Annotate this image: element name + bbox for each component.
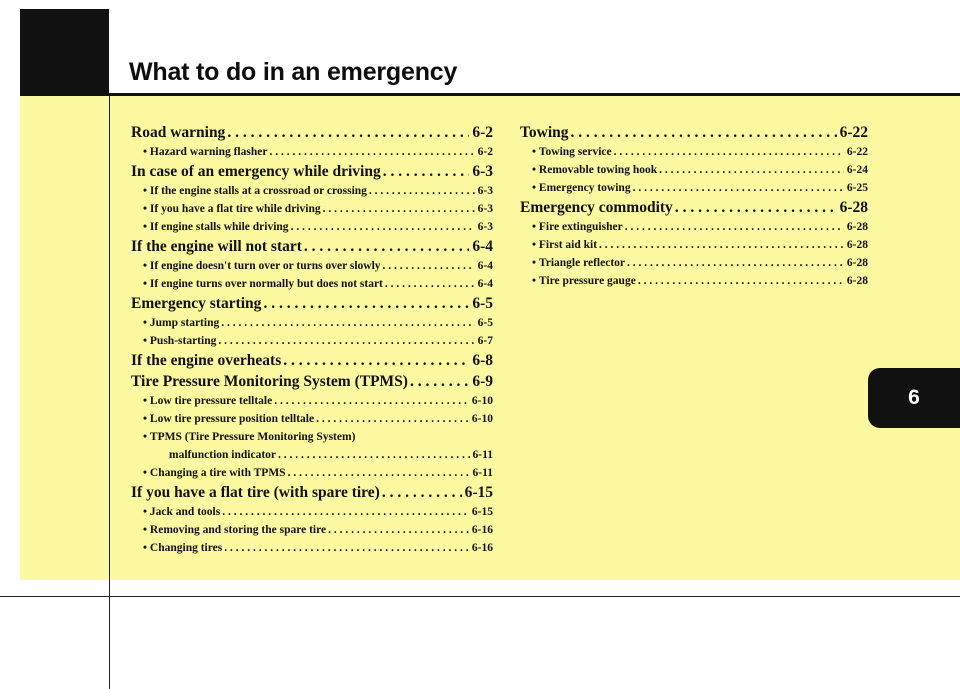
toc-subsection-entry[interactable] [520, 236, 868, 254]
dot-leader [326, 521, 469, 539]
toc-subsection-entry[interactable] [131, 275, 493, 293]
dot-leader [219, 314, 474, 332]
toc-section-entry[interactable] [131, 350, 493, 371]
toc-page-number: 6-28 [846, 239, 868, 251]
toc-page-number: 6-8 [472, 352, 493, 369]
toc-section-entry[interactable] [131, 371, 493, 392]
toc-subsection-entry[interactable] [520, 161, 868, 179]
dot-leader [276, 446, 470, 464]
toc-page-number: 6-4 [477, 260, 493, 272]
toc-page-number: 6-15 [464, 484, 493, 501]
toc-entry-label: • If engine stalls while driving [143, 218, 289, 236]
footer-horizontal-rule [0, 596, 960, 597]
toc-page-number: 6-7 [477, 335, 493, 347]
chapter-tab[interactable] [868, 368, 960, 428]
toc-entry-label: • If you have a flat tire while driving [143, 200, 321, 218]
toc-entry-label: • Removable towing hook [532, 161, 657, 179]
toc-page-number: 6-11 [472, 467, 493, 479]
toc-page-number: 6-4 [477, 278, 493, 290]
toc-entry-label: • Tire pressure gauge [532, 272, 636, 290]
toc-entry-label: • First aid kit [532, 236, 597, 254]
dot-leader [625, 254, 844, 272]
toc-page-number: 6-2 [472, 124, 493, 141]
dot-leader [657, 161, 844, 179]
dot-leader [597, 236, 844, 254]
toc-entry-label: Tire Pressure Monitoring System (TPMS) [131, 373, 408, 390]
dot-leader [281, 350, 469, 371]
dot-leader [408, 371, 469, 392]
dot-leader [367, 182, 475, 200]
toc-subsection-entry[interactable] [131, 332, 493, 350]
dot-leader [612, 143, 844, 161]
toc-section-entry[interactable] [131, 236, 493, 257]
toc-section-entry[interactable] [131, 293, 493, 314]
toc-page-number: 6-3 [472, 163, 493, 180]
toc-page-number: 6-3 [477, 221, 493, 233]
toc-page-number: 6-15 [471, 506, 493, 518]
toc-entry-label: If you have a flat tire (with spare tire) [131, 484, 380, 501]
toc-subsection-entry[interactable] [131, 392, 493, 410]
toc-entry-label: • Towing service [532, 143, 612, 161]
toc-entry-label: Road warning [131, 124, 226, 141]
toc-entry-label: • Emergency towing [532, 179, 631, 197]
toc-entry-label: • TPMS (Tire Pressure Monitoring System) [143, 428, 355, 446]
toc-entry-label: • Hazard warning flasher [143, 143, 267, 161]
dot-leader [321, 200, 475, 218]
toc-page-number: 6-3 [477, 185, 493, 197]
toc-page-number: 6-9 [472, 373, 493, 390]
dot-leader [381, 161, 470, 182]
toc-page-number: 6-28 [846, 257, 868, 269]
toc-entry-label: In case of an emergency while driving [131, 163, 381, 180]
toc-subsection-entry[interactable] [131, 218, 493, 236]
toc-entry-label: • If engine doesn't turn over or turns over slowly [143, 257, 381, 275]
dot-leader [220, 503, 469, 521]
toc-left-column [131, 122, 493, 557]
toc-entry-label: • If engine turns over normally but does not start [143, 275, 383, 293]
toc-subsection-entry[interactable] [131, 182, 493, 200]
header-black-block [20, 9, 109, 93]
toc-subsection-entry[interactable] [131, 464, 493, 482]
toc-entry-label: If the engine overheats [131, 352, 282, 369]
toc-entry-label: • Jump starting [143, 314, 219, 332]
toc-subsection-entry[interactable] [131, 410, 493, 428]
toc-page-number: 6-16 [471, 524, 493, 536]
toc-page-number: 6-3 [477, 203, 493, 215]
toc-subsection-entry[interactable] [520, 143, 868, 161]
toc-page-number: 6-28 [846, 221, 868, 233]
dot-leader [673, 197, 837, 218]
toc-entry-label: Emergency starting [131, 295, 262, 312]
toc-subsection-entry[interactable] [520, 218, 868, 236]
dot-leader [289, 218, 475, 236]
toc-page-number: 6-28 [839, 199, 868, 216]
toc-page-number: 6-25 [846, 182, 868, 194]
chapter-number: 6 [908, 386, 920, 409]
toc-page-number: 6-11 [472, 449, 493, 461]
toc-page-number: 6-10 [471, 395, 493, 407]
toc-entry-label: • Push-starting [143, 332, 216, 350]
dot-leader [302, 236, 469, 257]
toc-page-number: 6-24 [846, 164, 868, 176]
toc-section-entry[interactable] [520, 122, 868, 143]
toc-entry-label: • Changing tires [143, 539, 222, 557]
dot-leader [222, 539, 469, 557]
toc-subsection-entry[interactable] [520, 179, 868, 197]
toc-entry-label: malfunction indicator [169, 449, 277, 461]
dot-leader [225, 122, 469, 143]
toc-entry-label: • Changing a tire with TPMS [143, 464, 286, 482]
toc-page-number: 6-5 [472, 295, 493, 312]
toc-subsection-entry[interactable] [520, 272, 868, 290]
dot-leader [286, 464, 470, 482]
toc-subsection-entry[interactable] [131, 143, 493, 161]
toc-subsection-entry[interactable] [131, 314, 493, 332]
toc-entry-label: • Low tire pressure telltale [143, 392, 272, 410]
toc-entry-label: • Fire extinguisher [532, 218, 623, 236]
toc-section-entry[interactable] [520, 197, 868, 218]
dot-leader [383, 275, 475, 293]
toc-subsection-entry[interactable] [131, 521, 493, 539]
toc-page-number: 6-10 [471, 413, 493, 425]
toc-page-number: 6-5 [477, 317, 493, 329]
toc-page-number: 6-4 [472, 238, 493, 255]
toc-entry-label: • Jack and tools [143, 503, 220, 521]
toc-page-number: 6-22 [846, 146, 868, 158]
dot-leader [272, 392, 469, 410]
toc-subsection-entry[interactable] [131, 428, 493, 446]
toc-subsection-entry[interactable] [131, 200, 493, 218]
dot-leader [267, 143, 474, 161]
toc-section-entry[interactable] [131, 161, 493, 182]
toc-section-entry[interactable] [131, 122, 493, 143]
toc-entry-label: Emergency commodity [520, 199, 673, 216]
dot-leader [261, 293, 469, 314]
dot-leader [569, 122, 837, 143]
toc-subsection-continuation[interactable] [131, 446, 493, 464]
page-title: What to do in an emergency [129, 58, 458, 86]
toc-subsection-entry[interactable] [131, 257, 493, 275]
toc-entry-label: If the engine will not start [131, 238, 302, 255]
toc-entry-label: • Triangle reflector [532, 254, 625, 272]
dot-leader [381, 257, 475, 275]
margin-vertical-rule [109, 96, 110, 689]
dot-leader [631, 179, 844, 197]
dot-leader [314, 410, 469, 428]
toc-page-number: 6-2 [477, 146, 493, 158]
toc-page-number: 6-16 [471, 542, 493, 554]
toc-entry-label: Towing [520, 124, 569, 141]
toc-right-column [520, 122, 868, 290]
toc-entry-label: • Removing and storing the spare tire [143, 521, 326, 539]
dot-leader [380, 482, 462, 503]
toc-subsection-entry[interactable] [131, 503, 493, 521]
toc-subsection-entry[interactable] [520, 254, 868, 272]
dot-leader [623, 218, 844, 236]
toc-subsection-entry[interactable] [131, 539, 493, 557]
toc-page-number: 6-28 [846, 275, 868, 287]
dot-leader [216, 332, 474, 350]
toc-page-number: 6-22 [839, 124, 868, 141]
toc-section-entry[interactable] [131, 482, 493, 503]
toc-entry-label: • Low tire pressure position telltale [143, 410, 314, 428]
toc-entry-label: • If the engine stalls at a crossroad or crossing [143, 182, 367, 200]
dot-leader [636, 272, 844, 290]
